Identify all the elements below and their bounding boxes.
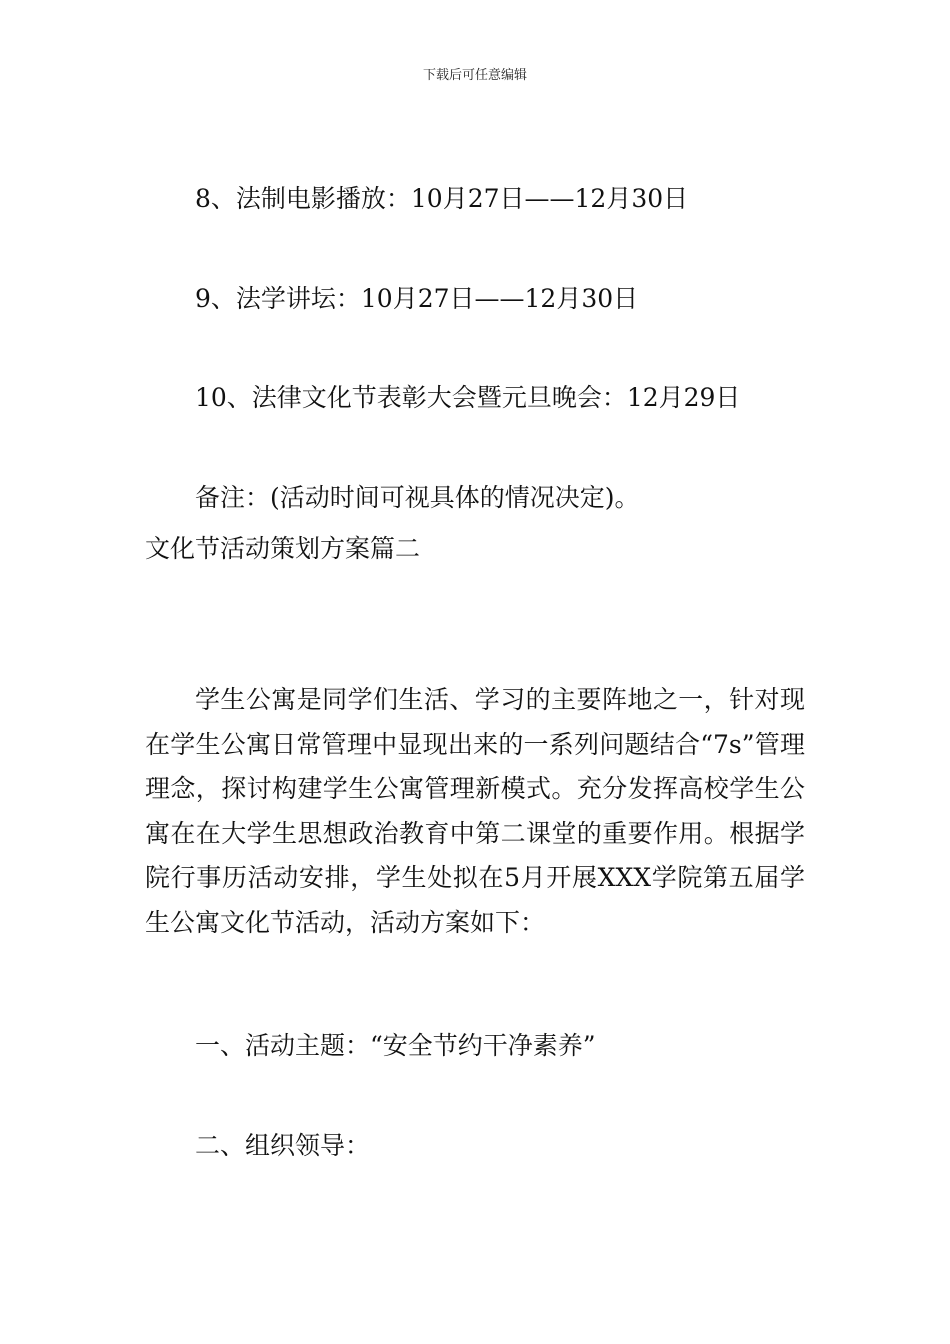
- schedule-item-9: 9、法学讲坛：10月27日——12月30日: [195, 284, 639, 313]
- section-title: 文化节活动策划方案篇二: [145, 534, 421, 563]
- heading-theme: 一、活动主题：“安全节约干净素养”: [195, 1031, 596, 1060]
- intro-paragraph: 学生公寓是同学们生活、学习的主要阵地之一，针对现在学生公寓日常管理中显现出来的一系列问题结合“7s”管理理念，探讨构建学生公寓管理新模式。充分发挥高校学生公寓在在大学生思想政治教育中第二课堂的重要作用。根据学院行事历活动安排，学生处拟在5月开展XXX学院第五届学生公寓文化节活动，活动方案如下：: [145, 685, 805, 937]
- header-note: 下载后可任意编辑: [422, 68, 527, 83]
- schedule-item-10: 10、法律文化节表彰大会暨元旦晚会：12月29日: [195, 383, 741, 412]
- remark: 备注：(活动时间可视具体的情况决定)。: [195, 483, 640, 512]
- heading-organization: 二、组织领导：: [195, 1131, 371, 1160]
- schedule-item-8: 8、法制电影播放：10月27日——12月30日: [195, 184, 689, 213]
